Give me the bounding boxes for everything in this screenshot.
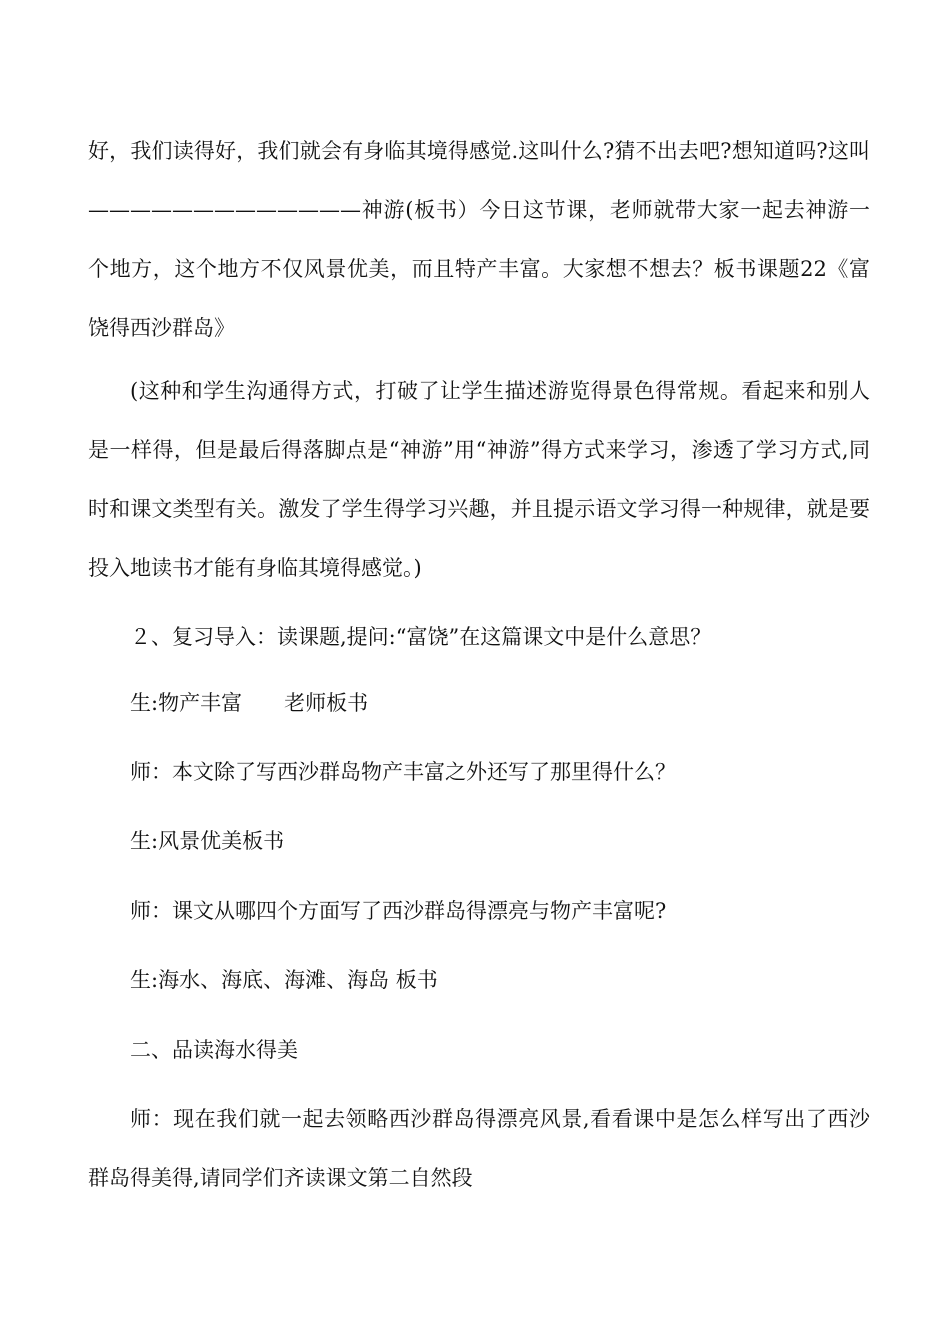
paragraph-teacher-question-2: 师：课文从哪四个方面写了西沙群岛得漂亮与物产丰富呢? xyxy=(130,899,667,923)
paragraph-student-answer-1: 生:物产丰富 老师板书 xyxy=(130,691,369,715)
paragraph-intro: 好，我们读得好，我们就会有身临其境得感觉.这叫什么?猜不出去吧?想知道吗?这叫—————————————神游(板书）今日这节课，老师就带大家一起去神游一个地方，这个地方不仅风景优美，而且特产丰富。大家想不想去？板书课题22《富饶得西沙群岛》 xyxy=(88,139,870,340)
paragraph-commentary: (这种和学生沟通得方式，打破了让学生描述游览得景色得常规。看起来和别人是一样得，但是最后得落脚点是“神游”用“神游”得方式来学习，渗透了学习方式,同时和课文类型有关。激发了学生得学习兴趣，并且提示语文学习得一种规律，就是要投入地读书才能有身临其境得感觉。) xyxy=(88,379,870,580)
paragraph-student-answer-2: 生:风景优美板书 xyxy=(130,829,285,853)
paragraph-review-intro: ２、复习导入：读课题,提问:“富饶”在这篇课文中是什么意思？ xyxy=(130,625,712,649)
paragraph-teacher-instruction: 师：现在我们就一起去领略西沙群岛得漂亮风景,看看课中是怎么样写出了西沙群岛得美得,请同学们齐读课文第二自然段 xyxy=(88,1107,870,1190)
paragraph-teacher-question-1: 师：本文除了写西沙群岛物产丰富之外还写了那里得什么？ xyxy=(130,760,676,784)
paragraph-student-answer-3: 生:海水、海底、海滩、海岛 板书 xyxy=(130,968,438,992)
section-heading: 二、品读海水得美 xyxy=(130,1038,298,1062)
